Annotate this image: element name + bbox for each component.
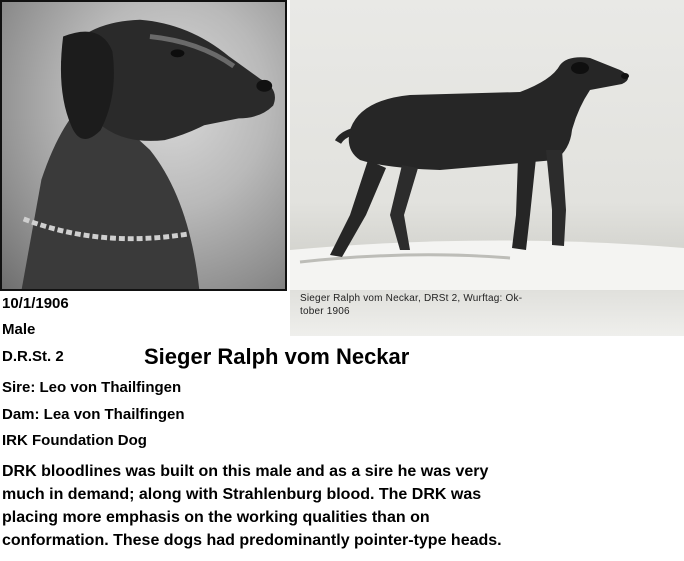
description-line: much in demand; along with Strahlenburg blood. The DRK was xyxy=(2,486,482,503)
registry-number: D.R.St. 2 xyxy=(2,348,64,365)
foundation-note: IRK Foundation Dog xyxy=(2,432,147,449)
sex: Male xyxy=(2,321,36,338)
dog-head-illustration xyxy=(2,2,285,289)
description-line: DRK bloodlines was built on this male and as a sire he was very xyxy=(2,463,489,480)
dog-head-photo xyxy=(0,0,287,291)
birth-date: 10/1/1906 xyxy=(2,295,69,312)
description-line: placing more emphasis on the working qualities than on xyxy=(2,509,430,526)
photo-caption-line-2: tober 1906 xyxy=(300,306,350,317)
photo-caption-line-1: Sieger Ralph vom Neckar, DRSt 2, Wurftag: Ok- xyxy=(300,293,523,304)
sire: Sire: Leo von Thailfingen xyxy=(2,379,182,396)
description-paragraph xyxy=(2,460,684,552)
dam: Dam: Lea von Thailfingen xyxy=(2,406,185,423)
description-line: conformation. These dogs had predominantly pointer-type heads. xyxy=(2,532,502,549)
dog-standing-illustration xyxy=(290,0,684,290)
photo-caption xyxy=(300,292,680,318)
dog-standing-photo xyxy=(290,0,684,336)
dog-name-title: Sieger Ralph vom Neckar xyxy=(144,344,410,369)
